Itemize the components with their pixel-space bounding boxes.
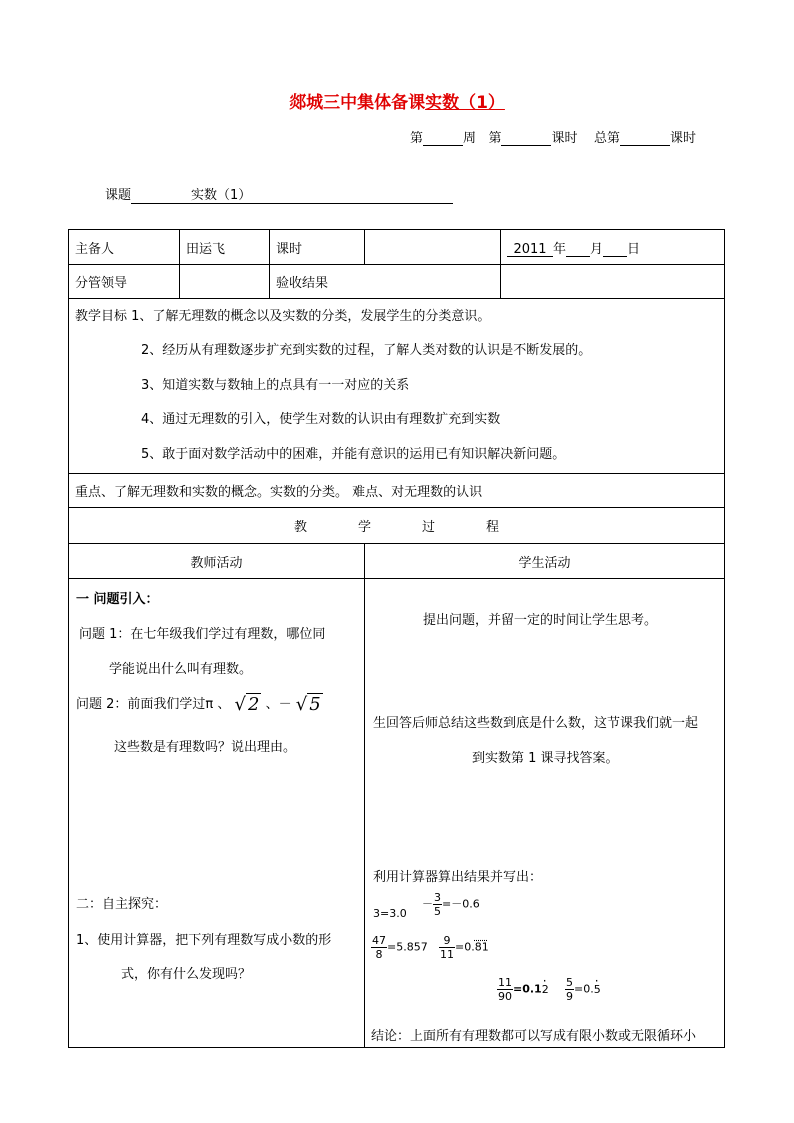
math-9-11 <box>439 934 489 961</box>
question-1-line-2: 学能说出什么叫有理数。 <box>109 662 253 677</box>
question-2-line-1 <box>76 693 323 715</box>
fraction-47-8-den: 8 <box>375 948 383 961</box>
topic-line <box>105 184 453 204</box>
fraction-11-90 <box>497 976 513 1003</box>
month-blank[interactable] <box>566 242 590 257</box>
question-2-sep: 、－ <box>265 697 292 712</box>
sqrt-2: √ 2 <box>234 694 260 715</box>
process-char-4: 程 <box>485 520 499 535</box>
answer-2-line-2: 到实数第 1 课寻找答案。 <box>472 751 619 766</box>
fraction-9-11 <box>439 934 455 961</box>
manager-value[interactable] <box>180 265 270 299</box>
fraction-5-9-den: 9 <box>566 990 573 1003</box>
fraction-47-8 <box>371 934 387 961</box>
answer-3: 利用计算器算出结果并写出： <box>373 870 543 885</box>
lead-value: 田运飞 <box>180 230 270 265</box>
math-5-9 <box>565 976 601 1003</box>
day-blank[interactable] <box>603 242 627 257</box>
week-di: 第 <box>410 131 424 146</box>
math-9-11-result: =0. <box>455 940 475 954</box>
fraction-3-5 <box>433 891 442 918</box>
topic-value: 实数（1） <box>191 188 252 203</box>
lesson-di: 第 <box>488 131 502 146</box>
goal-3: 3、知道实数与数轴上的点具有一一对应的关系 <box>141 377 410 393</box>
question-1-line-1: 问题 1：在七年级我们学过有理数，哪位同 <box>79 627 326 642</box>
student-activity <box>365 579 725 1048</box>
fraction-9-11-den: 11 <box>440 948 454 961</box>
period-label: 课时 <box>270 230 365 265</box>
process-char-2: 学 <box>357 520 371 535</box>
topic-label: 课题 <box>105 188 132 203</box>
lead-label: 主备人 <box>69 230 180 265</box>
goal-2: 2、经历从有理数逐步扩充到实数的过程，了解人类对数的认识是不断发展的。 <box>141 343 592 359</box>
date-ri: 日 <box>627 241 641 257</box>
goal-5: 5、敢于面对数学活动中的困难，并能有意识的运用已有知识解决新问题。 <box>141 446 566 462</box>
fraction-3-5-num: 3 <box>434 891 441 904</box>
date-cell <box>501 230 725 265</box>
sqrt-2-radicand: 2 <box>248 694 260 715</box>
answer-1: 提出问题，并留一定的时间让学生思考。 <box>423 613 658 628</box>
section-2-title: 二：自主探究： <box>76 897 168 912</box>
math-3: 3=3.0 <box>373 907 407 920</box>
lesson-blank[interactable] <box>501 131 551 146</box>
math-9-11-repeat: 81 <box>474 940 489 954</box>
goal-1: 教学目标 1、了解无理数的概念以及实数的分类，发展学生的分类意识。 <box>75 308 491 324</box>
fraction-9-11-num: 9 <box>439 934 455 948</box>
teaching-goals <box>69 299 725 474</box>
manager-label: 分管领导 <box>69 265 180 299</box>
math-5-9-repeat: · 5 <box>594 983 601 996</box>
week-zhou: 周 <box>463 131 477 146</box>
process-char-3: 过 <box>421 520 435 535</box>
exercise-1-line-2: 式，你有什么发现吗？ <box>121 967 252 982</box>
week-blank[interactable] <box>423 131 463 146</box>
goal-4: 4、通过无理数的引入，使学生对数的认识由有理数扩充到实数 <box>141 412 501 428</box>
math-11-90-result: =0.1 <box>513 982 542 996</box>
title-school: 郯城三中集体备课 <box>289 93 426 113</box>
conclusion: 结论：上面所有有理数都可以写成有限小数或无限循环小 <box>371 1029 697 1044</box>
fraction-11-90-den: 90 <box>498 990 512 1003</box>
check-value[interactable] <box>501 265 725 299</box>
sqrt-5: √ 5 <box>295 694 321 715</box>
check-label: 验收结果 <box>270 265 501 299</box>
process-heading <box>69 508 725 544</box>
fraction-5-9-num: 5 <box>566 976 573 989</box>
fraction-11-90-num: 11 <box>498 976 512 989</box>
date-year: 2011 <box>507 242 553 257</box>
teacher-column-header: 教师活动 <box>69 544 365 579</box>
date-nian: 年 <box>553 241 567 257</box>
math-5-9-result: =0. <box>574 982 594 996</box>
period-value[interactable] <box>365 230 501 265</box>
math-47-8-result: =5.857 <box>387 940 428 954</box>
total-blank[interactable] <box>620 131 670 146</box>
student-column-header: 学生活动 <box>365 544 725 579</box>
fraction-3-5-den: 5 <box>434 905 441 918</box>
lesson-keshi: 课时 <box>551 131 578 146</box>
page-title <box>0 88 794 113</box>
question-2-line-2: 这些数是有理数吗？说出理由。 <box>114 740 297 755</box>
math-minus-3-5-result: =－0.6 <box>442 897 480 911</box>
lesson-plan-table <box>68 229 725 1048</box>
teacher-activity <box>69 579 365 1048</box>
math-47-8 <box>371 934 428 961</box>
math-minus-sign: － <box>422 897 433 911</box>
question-2-text: 问题 2：前面我们学过π 、 <box>76 697 231 712</box>
math-minus-3-5 <box>422 891 480 918</box>
math-11-90-repeat: · 2 <box>542 983 549 996</box>
answer-2-line-1: 生回答后师总结这些数到底是什么数，这节课我们就一起 <box>373 716 699 731</box>
week-line <box>410 127 696 146</box>
date-yue: 月 <box>590 241 604 257</box>
section-1-title: 一 问题引入： <box>76 592 159 607</box>
total-di: 总第 <box>594 131 621 146</box>
total-keshi: 课时 <box>670 131 697 146</box>
fraction-47-8-num: 47 <box>372 934 386 947</box>
fraction-5-9 <box>565 976 574 1003</box>
title-topic: 实数（1） <box>425 93 505 113</box>
key-points: 重点、了解无理数和实数的概念。实数的分类。 难点、对无理数的认识 <box>69 474 725 508</box>
math-11-90 <box>497 976 549 1003</box>
sqrt-5-radicand: 5 <box>309 694 321 715</box>
exercise-1-line-1: 1、使用计算器，把下列有理数写成小数的形 <box>76 933 332 948</box>
process-char-1: 教 <box>293 520 307 535</box>
